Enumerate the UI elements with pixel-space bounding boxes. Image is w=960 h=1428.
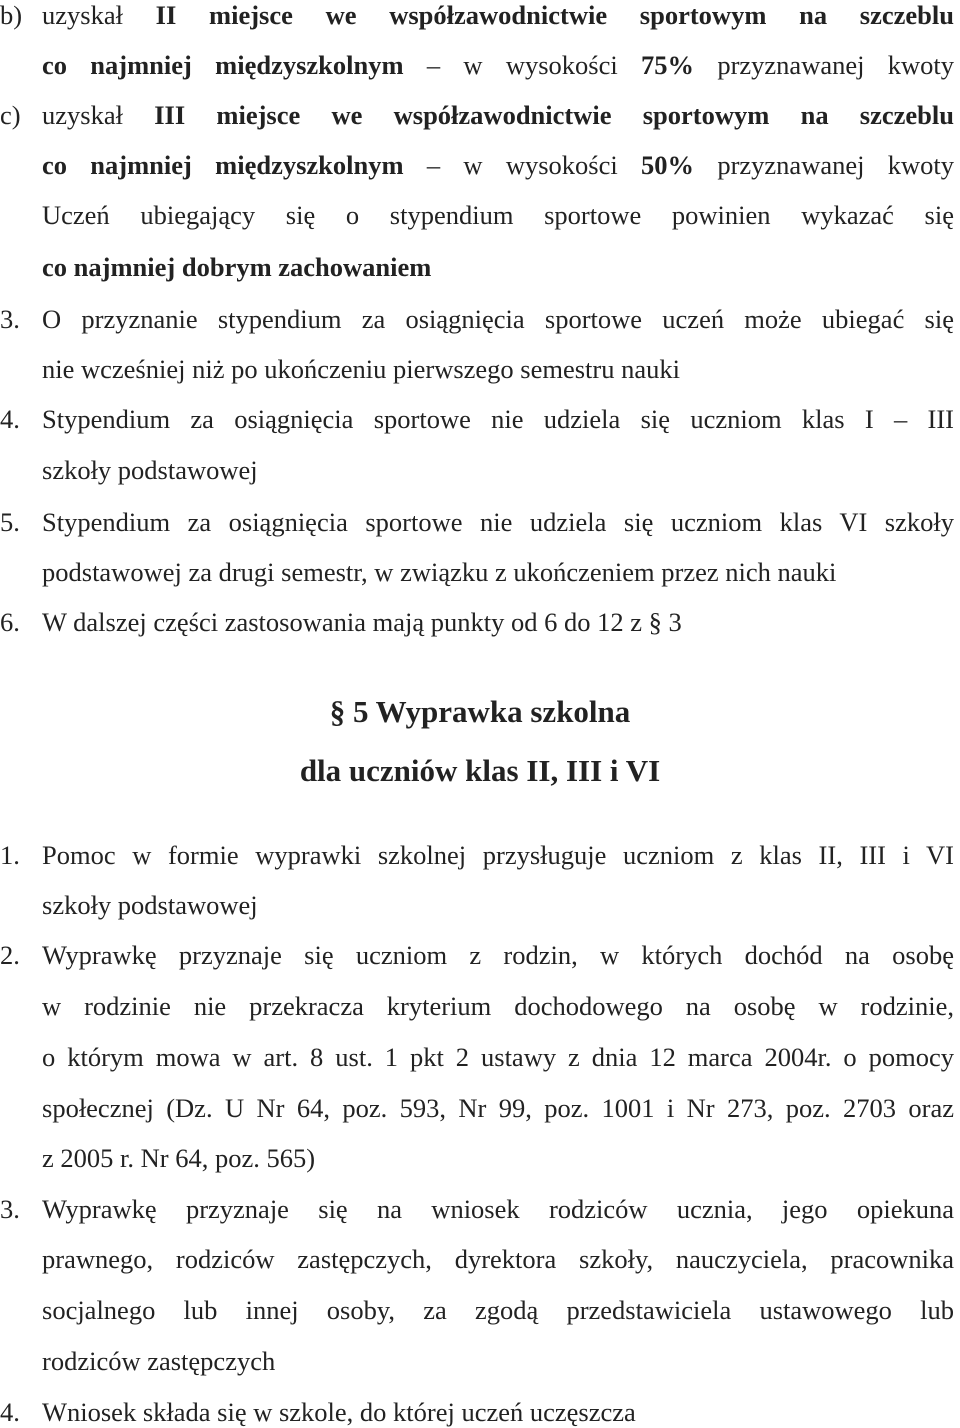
text-run: przyznawanej kwoty — [694, 150, 955, 180]
item-marker-c: c) — [0, 100, 21, 130]
section-item-number-4: 4. — [0, 1397, 20, 1427]
section-item-number-3: 3. — [0, 1194, 20, 1224]
bold-run: II miejsce we współzawodnictwie sportowym na szczeblu — [155, 0, 955, 30]
p4-line-2: szkoły podstawowej — [42, 455, 258, 485]
s2-line-4: społecznej (Dz. U Nr 64, poz. 593, Nr 99, poz. 1001 i Nr 273, poz. 2703 oraz — [42, 1093, 954, 1123]
section-item-number-1: 1. — [0, 840, 20, 870]
item-b-line-1 — [42, 0, 954, 30]
p3-line-2: nie wcześniej niż po ukończeniu pierwszego semestru nauki — [42, 354, 680, 384]
s4-line-1: Wniosek składa się w szkole, do której uczeń uczęszcza — [42, 1397, 636, 1427]
text-run: uzyskał — [42, 0, 156, 30]
conduct-line-2: co najmniej dobrym zachowaniem — [42, 252, 432, 282]
p5-line-1: Stypendium za osiągnięcia sportowe nie udziela się uczniom klas VI szkoły — [42, 507, 954, 537]
item-marker-b: b) — [0, 0, 23, 30]
bold-run: III miejsce we współzawodnictwie sportowym na szczeblu — [154, 100, 955, 130]
item-c-line-1 — [42, 100, 954, 130]
s3-line-2: prawnego, rodziców zastępczych, dyrektora szkoły, nauczyciela, pracownika — [42, 1244, 954, 1274]
paragraph-number-3: 3. — [0, 304, 20, 334]
paragraph-number-4: 4. — [0, 404, 20, 434]
s3-line-4: rodziców zastępczych — [42, 1346, 276, 1376]
s3-line-1: Wyprawkę przyznaje się na wniosek rodziców ucznia, jego opiekuna — [42, 1194, 954, 1224]
text-run: uzyskał — [42, 100, 155, 130]
p4-line-1: Stypendium za osiągnięcia sportowe nie udziela się uczniom klas I – III — [42, 404, 954, 434]
s2-line-2: w rodzinie nie przekracza kryterium dochodowego na osobę w rodzinie, — [42, 991, 954, 1021]
section-title: § 5 Wyprawka szkolna — [329, 694, 631, 729]
bold-run: co najmniej międzyszkolnym — [42, 150, 404, 180]
bold-run: co najmniej międzyszkolnym — [42, 50, 404, 80]
p5-line-2: podstawowej za drugi semestr, w związku z ukończeniem przez nich nauki — [42, 557, 837, 587]
item-b-line-2 — [42, 50, 954, 80]
p3-line-1: O przyznanie stypendium za osiągnięcia sportowe uczeń może ubiegać się — [42, 304, 954, 334]
p6-line-1: W dalszej części zastosowania mają punkty od 6 do 12 z § 3 — [42, 607, 682, 637]
section-subtitle: dla uczniów klas II, III i VI — [299, 753, 661, 788]
section-item-number-2: 2. — [0, 940, 20, 970]
paragraph-number-6: 6. — [0, 607, 20, 637]
bold-run: 75% — [641, 50, 695, 80]
text-run: – w wysokości — [403, 50, 642, 80]
paragraph-number-5: 5. — [0, 507, 20, 537]
s1-line-1: Pomoc w formie wyprawki szkolnej przysługuje uczniom z klas II, III i VI — [42, 840, 954, 870]
s2-line-5: z 2005 r. Nr 64, poz. 565) — [42, 1143, 316, 1173]
s2-line-1: Wyprawkę przyznaje się uczniom z rodzin, w których dochód na osobę — [42, 940, 954, 970]
s2-line-3: o którym mowa w art. 8 ust. 1 pkt 2 ustawy z dnia 12 marca 2004r. o pomocy — [42, 1042, 954, 1072]
s3-line-3: socjalnego lub innej osoby, za zgodą przedstawiciela ustawowego lub — [42, 1295, 954, 1325]
conduct-line-1: Uczeń ubiegający się o stypendium sportowe powinien wykazać się — [42, 200, 954, 230]
text-run: – w wysokości — [403, 150, 642, 180]
item-c-line-2 — [42, 150, 954, 180]
text-run: przyznawanej kwoty — [694, 50, 955, 80]
bold-run: 50% — [641, 150, 695, 180]
s1-line-2: szkoły podstawowej — [42, 890, 258, 920]
